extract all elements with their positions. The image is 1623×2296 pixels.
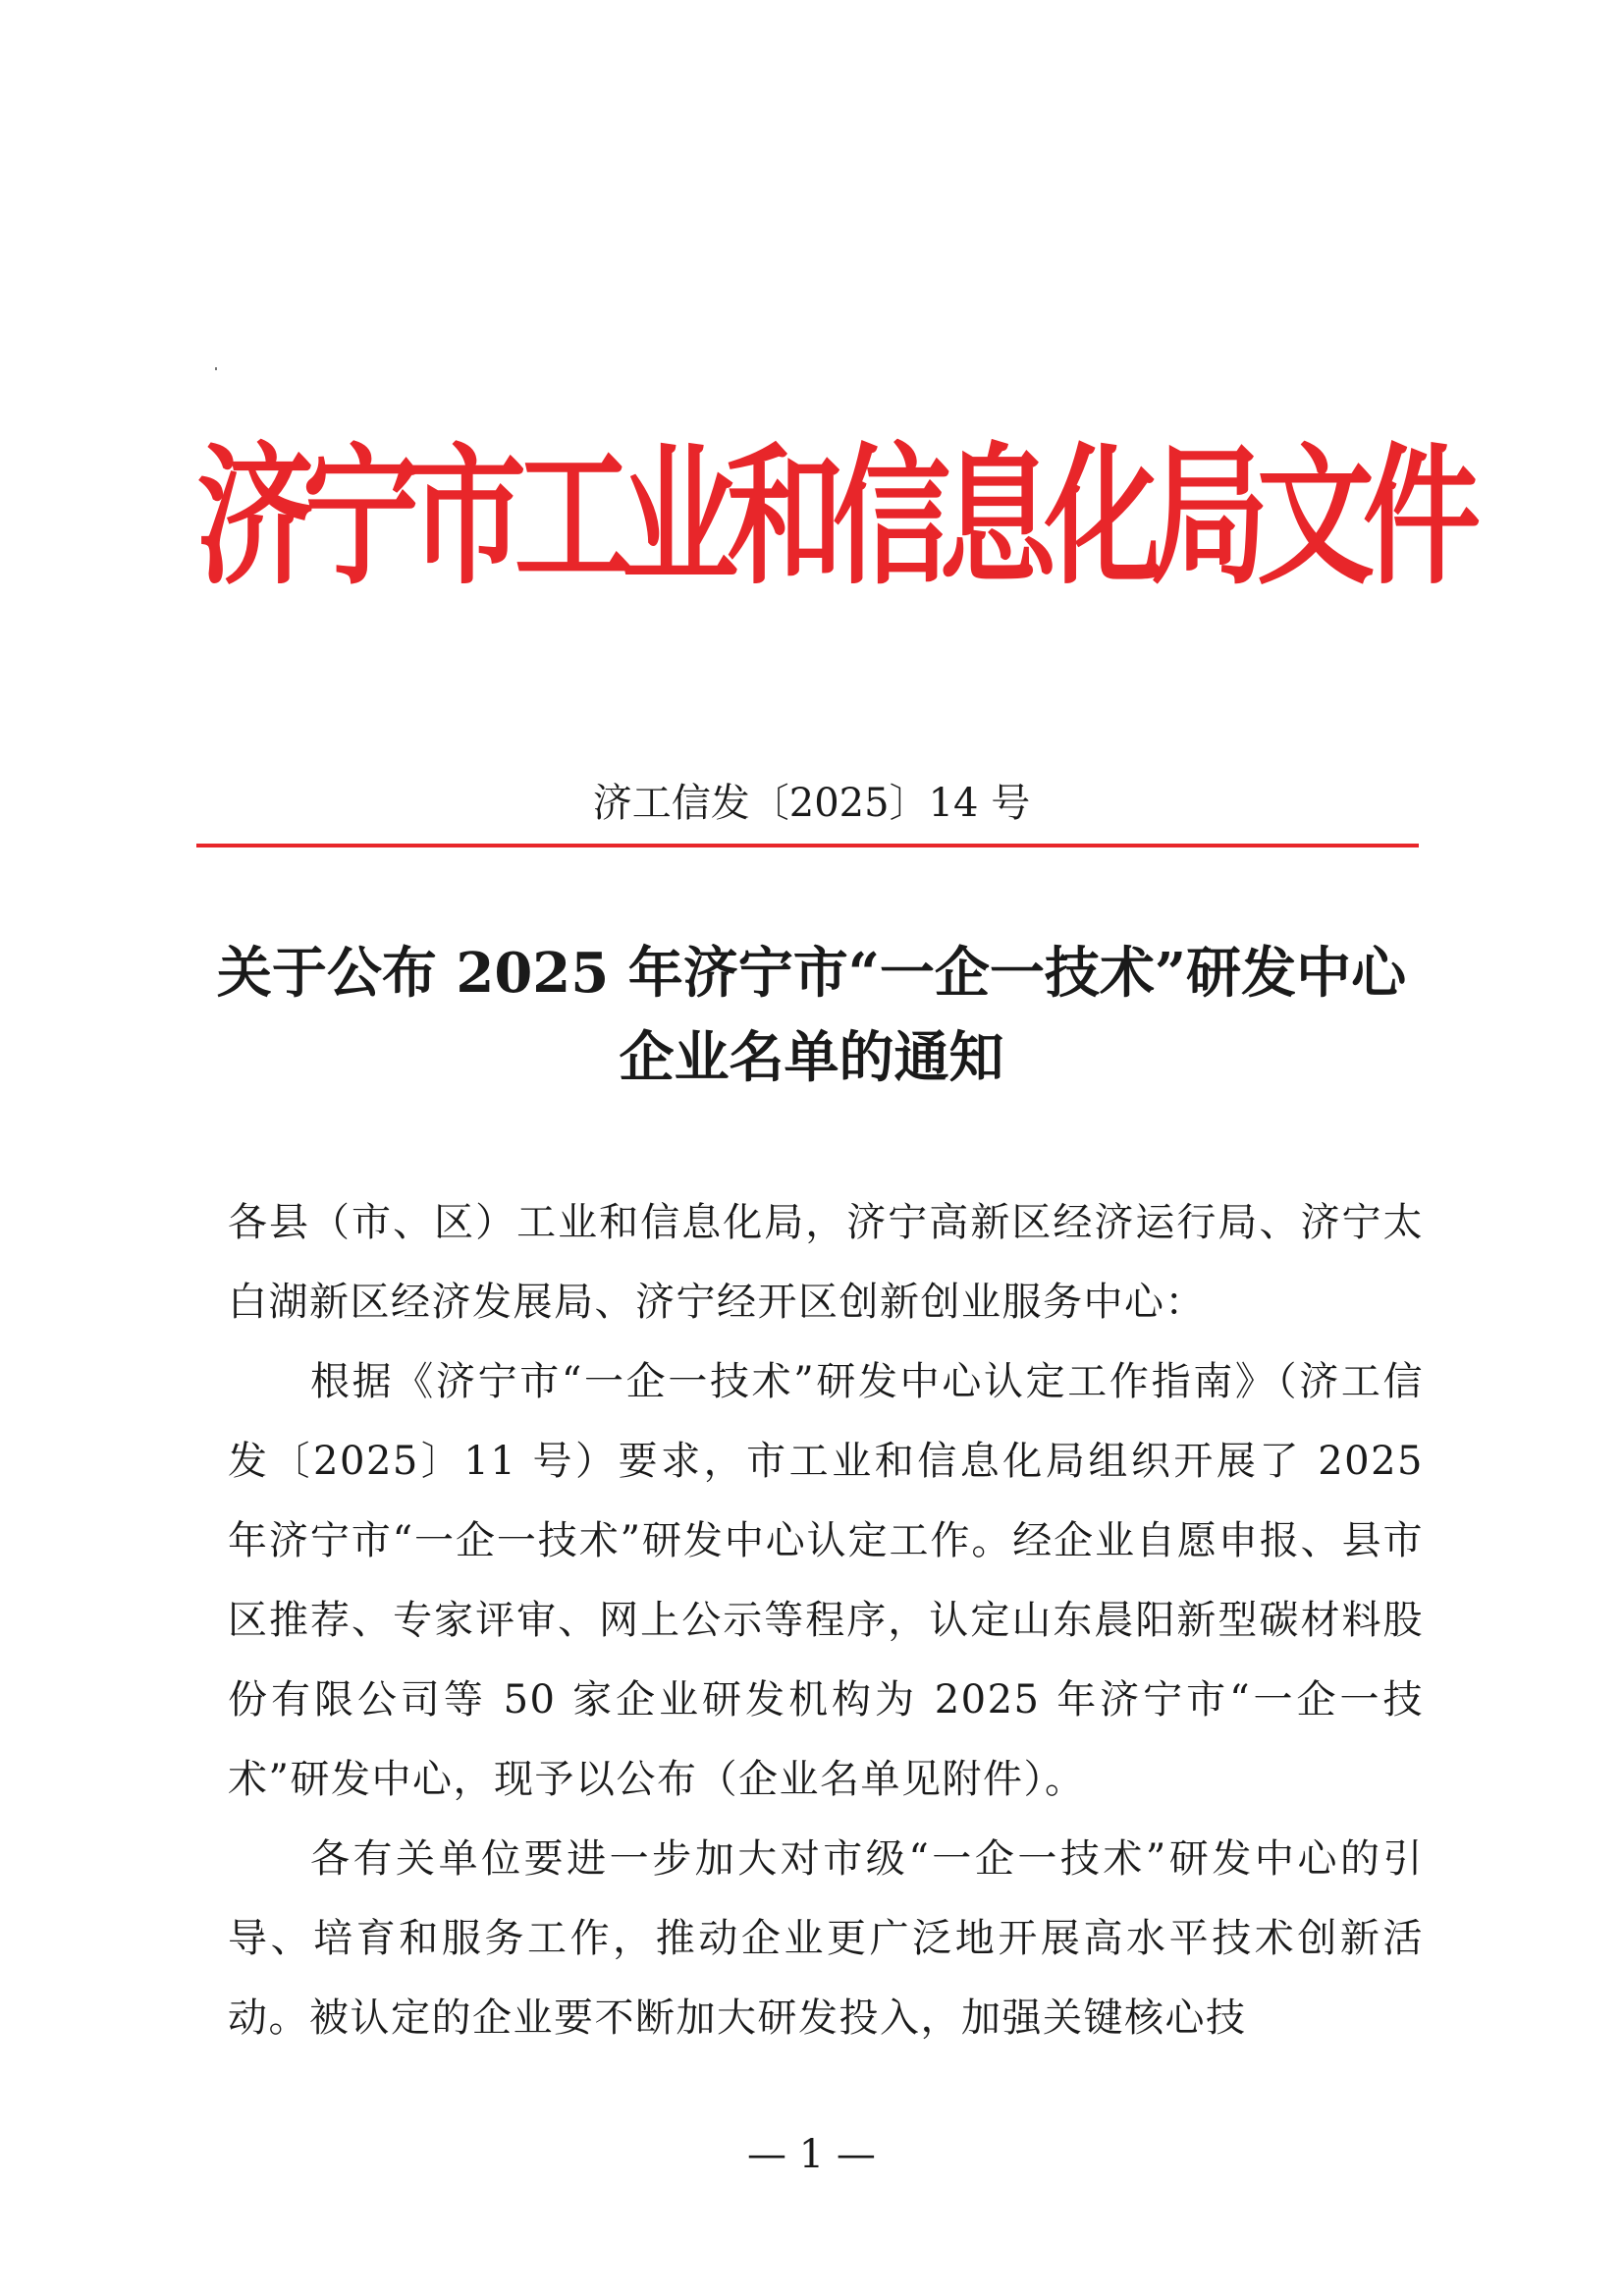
document-title — [147, 931, 1476, 1100]
issuer-header-title: 济宁市工业和信息化局文件 — [196, 428, 1469, 606]
body-paragraph-1: 根据《济宁市“一企一技术”研发中心认定工作指南》（济工信发〔2025〕11 号）要求，市工业和信息化局组织开展了 2025 年济宁市“一企一技术”研发中心认定工作。经企业自愿申报、县市区推荐、专家评审、网上公示等程序，认定山东晨阳新型碳材料股份有限公司等 50 家企业研发机构为 2025 年济宁市“一企一技术”研发中心，现予以公布（企业名单见附件）。 — [228, 1359, 1424, 1802]
document-body — [228, 1183, 1424, 2058]
document-title-line-1: 关于公布 2025 年济宁市“一企一技术”研发中心 — [216, 941, 1407, 1006]
document-number: 济工信发〔2025〕14 号 — [592, 781, 1031, 826]
page-number: — 1 — — [747, 2132, 876, 2177]
recipients-paragraph: 各县（市、区）工业和信息化局，济宁高新区经济运行局、济宁太白湖新区经济发展局、济宁经开区创新创业服务中心： — [228, 1200, 1424, 1325]
document-title-line-2: 企业名单的通知 — [619, 1025, 1004, 1090]
header-divider — [196, 844, 1419, 847]
body-paragraph-2: 各有关单位要进一步加大对市级“一企一技术”研发中心的引导、培育和服务工作，推动企业更广泛地开展高水平技术创新活动。被认定的企业要不断加大研发投入，加强关键核心技 — [228, 1836, 1424, 2041]
scan-speck — [215, 367, 217, 370]
